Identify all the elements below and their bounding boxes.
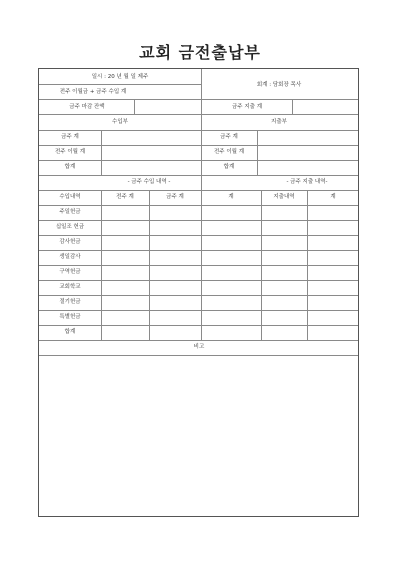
ledger-form (38, 68, 359, 517)
income-item-label: 생일감사 (59, 254, 81, 260)
weekly-expense-total-label: 금주 지출 계 (231, 104, 263, 110)
income-item-label: 십일조 헌금 (55, 224, 85, 230)
col-divider (261, 190, 262, 340)
expense-summary-row-label: 합계 (223, 164, 235, 170)
income-section-label: 수입부 (112, 119, 128, 125)
approval-label: 회계 : 담회장 목사 (256, 82, 302, 88)
date-label: 일시 : 20 년 월 일 제주 (91, 74, 149, 80)
income-summary-row-label: 금주 계 (61, 134, 79, 140)
row-divider (39, 340, 358, 341)
row-divider (39, 310, 358, 311)
row-divider (39, 99, 358, 100)
col-divider (134, 99, 135, 115)
income-summary-row-label: 합계 (64, 164, 76, 170)
expense-section-label: 지출부 (271, 119, 287, 125)
income-detail-heading: - 금주 수입 내역 - (127, 179, 171, 185)
col-divider (257, 130, 258, 176)
row-divider (39, 130, 358, 131)
row-divider (39, 205, 358, 206)
closing-balance-label: 금주 마감 잔액 (69, 104, 105, 110)
col-divider (101, 190, 102, 340)
income-item-label: 절기헌금 (59, 299, 81, 305)
col-divider (149, 190, 150, 340)
row-divider (39, 175, 358, 176)
row-divider (39, 250, 358, 251)
row-divider (39, 114, 358, 115)
row-divider (39, 190, 358, 191)
income-item-label: 감사헌금 (59, 239, 81, 245)
column-header: 금주 계 (166, 194, 184, 200)
income-summary-row-label: 전주 이월 계 (54, 149, 86, 155)
column-header: 계 (228, 194, 234, 200)
income-item-label: 특별헌금 (59, 314, 81, 320)
row-divider (39, 265, 358, 266)
row-divider (39, 295, 358, 296)
column-header: 수입내역 (59, 194, 81, 200)
expense-summary-row-label: 금주 계 (220, 134, 238, 140)
col-divider (101, 130, 102, 176)
expense-summary-row-label: 전주 이월 계 (213, 149, 245, 155)
income-item-label: 주일헌금 (59, 209, 81, 215)
col-divider (201, 69, 202, 340)
column-header: 전주 계 (116, 194, 134, 200)
col-divider (292, 99, 293, 115)
page-title: 교회 금전출납부 (139, 43, 261, 62)
row-divider (39, 220, 358, 221)
income-item-label: 교회학교 (59, 284, 81, 290)
row-divider (39, 160, 358, 161)
income-item-label: 구역헌금 (59, 269, 81, 275)
income-item-label: 합계 (64, 329, 76, 335)
row-divider (39, 325, 358, 326)
col-divider (307, 190, 308, 340)
row-divider (39, 235, 358, 236)
row-divider (39, 355, 358, 356)
prev-plus-income-label: 전주 이월금 + 금주 수입 계 (59, 89, 127, 95)
row-divider (39, 280, 358, 281)
row-divider (39, 145, 358, 146)
column-header: 계 (330, 194, 336, 200)
remarks-label: 비고 (193, 344, 205, 350)
column-header: 지출내역 (273, 194, 295, 200)
expense-detail-heading: - 금주 지출 내역- (286, 179, 328, 185)
row-divider (39, 84, 201, 85)
